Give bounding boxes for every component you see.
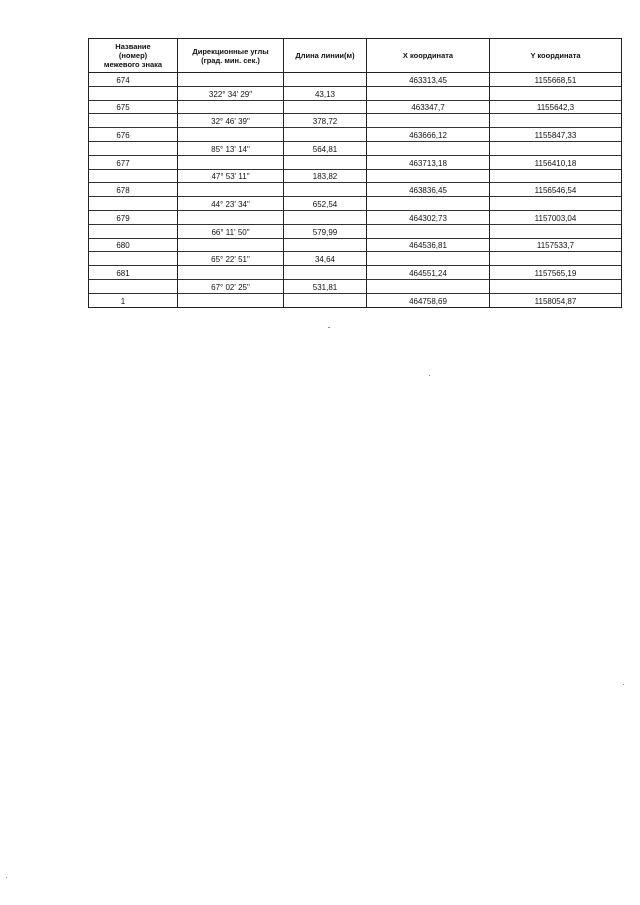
segment-length: 378,72 bbox=[284, 114, 367, 128]
point-y: 1155847,33 bbox=[490, 128, 622, 142]
table-header-row bbox=[89, 39, 622, 73]
point-y: 1155668,51 bbox=[490, 73, 622, 87]
empty-cell bbox=[89, 141, 178, 155]
empty-cell bbox=[178, 128, 284, 142]
segment-angle: 44° 23' 34" bbox=[178, 197, 284, 211]
segment-length: 43,13 bbox=[284, 86, 367, 100]
segment-angle: 65° 22' 51" bbox=[178, 252, 284, 266]
point-x: 463666,12 bbox=[367, 128, 490, 142]
segment-length: 183,82 bbox=[284, 169, 367, 183]
empty-cell bbox=[178, 210, 284, 224]
empty-cell bbox=[284, 155, 367, 169]
point-name: 680 bbox=[89, 238, 178, 252]
segment-angle: 32° 46' 39" bbox=[178, 114, 284, 128]
point-name: 679 bbox=[89, 210, 178, 224]
point-name: 676 bbox=[89, 128, 178, 142]
empty-cell bbox=[178, 73, 284, 87]
table-row-segment bbox=[89, 224, 622, 238]
empty-cell bbox=[284, 266, 367, 280]
point-x: 463836,45 bbox=[367, 183, 490, 197]
empty-cell bbox=[367, 197, 490, 211]
table-row-point bbox=[89, 128, 622, 142]
point-y: 1155642,3 bbox=[490, 100, 622, 114]
empty-cell bbox=[367, 114, 490, 128]
empty-cell bbox=[490, 86, 622, 100]
header-line-length: Длина линии(м) bbox=[284, 39, 367, 73]
point-y: 1157003,04 bbox=[490, 210, 622, 224]
segment-angle: 47° 53' 11" bbox=[178, 169, 284, 183]
point-y: 1157565,19 bbox=[490, 266, 622, 280]
empty-cell bbox=[89, 169, 178, 183]
header-boundary-mark-name: Название (номер) межевого знака bbox=[89, 39, 178, 73]
empty-cell bbox=[284, 183, 367, 197]
table-row-segment bbox=[89, 169, 622, 183]
table-row-point bbox=[89, 293, 622, 307]
point-y: 1158054,87 bbox=[490, 293, 622, 307]
segment-length: 652,54 bbox=[284, 197, 367, 211]
point-x: 463713,18 bbox=[367, 155, 490, 169]
point-name: 675 bbox=[89, 100, 178, 114]
point-y: 1156546,54 bbox=[490, 183, 622, 197]
table-row-segment bbox=[89, 197, 622, 211]
empty-cell bbox=[178, 183, 284, 197]
point-x: 464758,69 bbox=[367, 293, 490, 307]
point-x: 463313,45 bbox=[367, 73, 490, 87]
empty-cell bbox=[490, 169, 622, 183]
table-row-segment bbox=[89, 114, 622, 128]
table-row-point bbox=[89, 100, 622, 114]
table-row-point bbox=[89, 183, 622, 197]
empty-cell bbox=[284, 238, 367, 252]
empty-cell bbox=[178, 155, 284, 169]
empty-cell bbox=[178, 100, 284, 114]
empty-cell bbox=[284, 100, 367, 114]
empty-cell bbox=[367, 86, 490, 100]
empty-cell bbox=[490, 141, 622, 155]
empty-cell bbox=[367, 252, 490, 266]
coordinates-table bbox=[88, 38, 622, 308]
table-row-segment bbox=[89, 141, 622, 155]
point-x: 464551,24 bbox=[367, 266, 490, 280]
point-name: 678 bbox=[89, 183, 178, 197]
segment-angle: 85° 13' 14" bbox=[178, 141, 284, 155]
empty-cell bbox=[490, 252, 622, 266]
segment-angle: 67° 02' 25" bbox=[178, 279, 284, 293]
segment-length: 579,99 bbox=[284, 224, 367, 238]
empty-cell bbox=[284, 73, 367, 87]
empty-cell bbox=[89, 86, 178, 100]
table-row-point bbox=[89, 210, 622, 224]
empty-cell bbox=[178, 238, 284, 252]
point-y: 1157533,7 bbox=[490, 238, 622, 252]
table-row-point bbox=[89, 73, 622, 87]
scan-speck bbox=[328, 327, 330, 328]
empty-cell bbox=[490, 224, 622, 238]
point-name: 681 bbox=[89, 266, 178, 280]
table-row-segment bbox=[89, 279, 622, 293]
empty-cell bbox=[89, 279, 178, 293]
header-direction-angles: Дирекционные углы (град. мин. сек.) bbox=[178, 39, 284, 73]
table-row-segment bbox=[89, 86, 622, 100]
empty-cell bbox=[284, 210, 367, 224]
empty-cell bbox=[284, 128, 367, 142]
segment-angle: 66° 11' 50" bbox=[178, 224, 284, 238]
empty-cell bbox=[367, 224, 490, 238]
segment-angle: 322° 34' 29" bbox=[178, 86, 284, 100]
scan-speck bbox=[623, 684, 624, 685]
point-name: 674 bbox=[89, 73, 178, 87]
empty-cell bbox=[89, 224, 178, 238]
header-x-coordinate: X координата bbox=[367, 39, 490, 73]
scan-speck bbox=[429, 375, 430, 376]
point-y: 1156410,18 bbox=[490, 155, 622, 169]
segment-length: 34,64 bbox=[284, 252, 367, 266]
table-row-point bbox=[89, 155, 622, 169]
empty-cell bbox=[89, 114, 178, 128]
empty-cell bbox=[89, 197, 178, 211]
empty-cell bbox=[367, 279, 490, 293]
empty-cell bbox=[490, 197, 622, 211]
point-x: 464536,81 bbox=[367, 238, 490, 252]
table-row-point bbox=[89, 238, 622, 252]
empty-cell bbox=[367, 169, 490, 183]
empty-cell bbox=[178, 266, 284, 280]
point-x: 463347,7 bbox=[367, 100, 490, 114]
empty-cell bbox=[284, 293, 367, 307]
table-row-point bbox=[89, 266, 622, 280]
point-name: 677 bbox=[89, 155, 178, 169]
empty-cell bbox=[89, 252, 178, 266]
table-row-segment bbox=[89, 252, 622, 266]
point-name: 1 bbox=[89, 293, 178, 307]
empty-cell bbox=[178, 293, 284, 307]
header-y-coordinate: Y координата bbox=[490, 39, 622, 73]
empty-cell bbox=[490, 114, 622, 128]
empty-cell bbox=[367, 141, 490, 155]
segment-length: 531,81 bbox=[284, 279, 367, 293]
point-x: 464302,73 bbox=[367, 210, 490, 224]
segment-length: 564,81 bbox=[284, 141, 367, 155]
scan-speck bbox=[6, 877, 7, 878]
empty-cell bbox=[490, 279, 622, 293]
